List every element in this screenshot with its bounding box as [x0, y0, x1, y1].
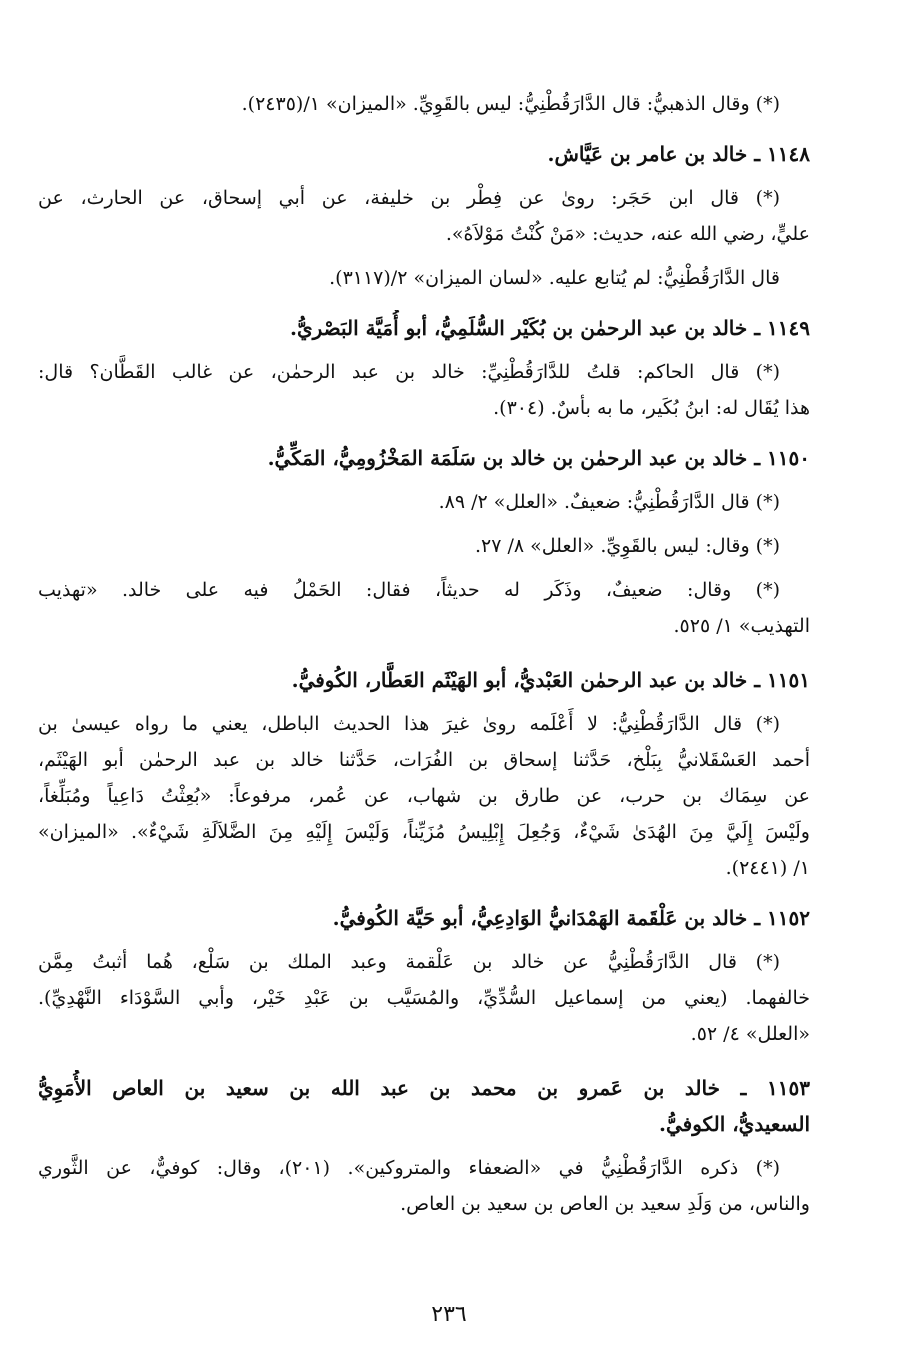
- entry-heading-1148: ١١٤٨ ـ خالد بن عامر بن عَيَّاش.: [547, 142, 810, 166]
- text-line: (*) قال الدَّارَقُطْنِيُّ عن خالد بن عَلْقمة وعبد الملك بن سَلْع، هُما أثبتُ مِمَّن: [38, 951, 780, 973]
- text-line: قال الدَّارَقُطْنِيُّ: لم يُتابع عليه. «لسان الميزان» ٢/(٣١١٧).: [329, 267, 780, 289]
- entry-heading-1152: ١١٥٢ ـ خالد بن عَلْقَمة الهَمْدَانيُّ الوَادِعِيُّ، أبو حَيَّة الكُوفيُّ.: [332, 906, 810, 930]
- text-line: أحمد العَسْقَلانيُّ بِبَلْخ، حَدَّثنا إسحاق بن الفُرَات، حَدَّثنا خالد بن عبد الرحمٰن أبو الهَيْثَم،: [38, 749, 810, 771]
- text-line: (*) وقال الذهبيُّ: قال الدَّارَقُطْنِيُّ: ليس بالقَوِيِّ. «الميزان» ١/(٢٤٣٥).: [241, 93, 780, 115]
- text-line: خالفهما. (يعني من إسماعيل السُّدِّيِّ، والمُسَيَّب بن عَبْدِ خَيْر، وأبي السَّوْدَاء النَّهْدِيِّ).: [38, 987, 810, 1009]
- text-line: عليٍّ، رضي الله عنه، حديث: «مَنْ كُنْتُ مَوْلاَهُ».: [445, 223, 810, 245]
- entry-heading-1153-cont: السعيديُّ، الكوفيُّ.: [659, 1112, 810, 1136]
- text-line: «العلل» ٤/ ٥٢.: [690, 1023, 810, 1045]
- text-line: (*) وقال: ضعيفٌ، وذَكَر له حديثاً، فقال: الحَمْلُ فيه على خالد. «تهذيب: [38, 579, 780, 601]
- text-line: ولَيْسَ إِلَيَّ مِنَ الهُدَىٰ شَيْءٌ، وَجُعِلَ إِبْلِيسُ مُزَيِّناً، وَلَيْسَ إِلَيْهِ مِنَ الضَّلاَلَةِ شَيْءٌ». «الميزان»: [38, 821, 810, 843]
- entry-heading-1150: ١١٥٠ ـ خالد بن عبد الرحمٰن بن خالد بن سَلَمَة المَخْزُومِيُّ، المَكِّيُّ.: [267, 446, 810, 470]
- text-line: (*) قال ابن حَجَر: روىٰ عن فِطْر بن خليفة، عن أبي إسحاق، عن الحارث، عن: [38, 187, 780, 209]
- page-number: ٢٣٦: [431, 1302, 467, 1327]
- text-line: (*) قال الدَّارَقُطْنِيُّ: ضعيفٌ. «العلل» ٢/ ٨٩.: [438, 491, 780, 513]
- text-line: (*) ذكره الدَّارَقُطْنِيُّ في «الضعفاء والمتروكين». (٢٠١)، وقال: كوفيٌّ، عن الثَّوري: [38, 1157, 780, 1179]
- text-line: التهذيب» ١/ ٥٢٥.: [673, 615, 810, 637]
- text-line: عن سِمَاك بن حرب، عن طارق بن شهاب، عن عُمر، مرفوعاً: «بُعِثْتُ دَاعِياً ومُبَلِّغاً،: [38, 785, 810, 807]
- entry-heading-1149: ١١٤٩ ـ خالد بن عبد الرحمٰن بن بُكَيْر السُّلَمِيُّ، أبو أُمَيَّة البَصْريُّ.: [290, 316, 810, 340]
- page-body: [38, 86, 810, 1222]
- text-line: (*) قال الحاكم: قلتُ للدَّارَقُطْنِيِّ: خالد بن عبد الرحمٰن، عن غالب القَطَّان؟ قال:: [38, 361, 780, 383]
- text-line: (*) قال الدَّارَقُطْنِيُّ: لا أَعْلَمه روىٰ غيرَ هذا الحديث الباطل، يعني ما رواه عيسىٰ بن: [38, 713, 780, 735]
- text-line: (*) وقال: ليس بالقَوِيِّ. «العلل» ٨/ ٢٧.: [474, 535, 780, 557]
- entry-heading-1151: ١١٥١ ـ خالد بن عبد الرحمٰن العَبْديُّ، أبو الهَيْثَم العَطَّار، الكُوفيُّ.: [291, 668, 810, 692]
- text-line: والناس، من وَلَدِ سعيد بن العاص بن سعيد بن العاص.: [400, 1193, 810, 1215]
- text-line: هذا يُقَال له: ابنُ بُكَير، ما به بأسٌ. (٣٠٤).: [493, 397, 810, 419]
- entry-heading-1153: ١١٥٣ ـ خالد بن عَمرو بن محمد بن عبد الله بن سعيد بن العاص الأُمَوِيُّ: [38, 1076, 810, 1100]
- text-line: ١/ (٢٤٤١).: [725, 857, 810, 879]
